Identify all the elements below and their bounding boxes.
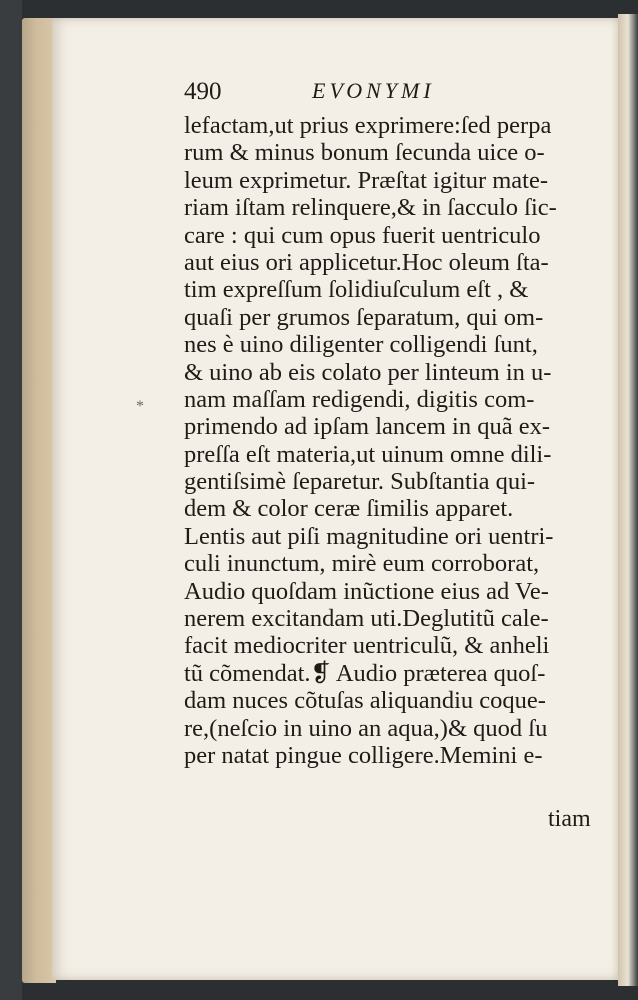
- running-head: EVONYMI: [312, 78, 435, 103]
- text-line: & uino ab eis colato per linteum in u-: [184, 358, 552, 386]
- text-line: tim expreſſum ſolidiuſculum eſt , &: [184, 276, 529, 304]
- text-line: re,(neſcio in uino an aqua,)& quod ſu: [184, 714, 548, 742]
- text-line: riam iſtam relinquere,& in ſacculo ſic-: [184, 194, 557, 222]
- text-line: aut eius ori applicetur.Hoc oleum ſta-: [184, 248, 549, 276]
- margin-mark: *: [136, 398, 144, 415]
- text-line: dem & color ceræ ſimilis apparet.: [184, 495, 514, 523]
- text-line: nerem excitandam uti.Deglutitũ cale-: [184, 605, 549, 633]
- body-text: [184, 112, 598, 769]
- text-line: quaſi per grumos ſeparatum, qui om-: [184, 303, 544, 331]
- book-page-edge-right: [618, 14, 638, 986]
- text-line: culi inunctum, mirè eum corroborat,: [184, 550, 540, 578]
- text-line: preſſa eſt materia,ut uinum omne dili-: [184, 440, 552, 468]
- text-line: facit mediocriter uentriculũ, & anheli: [184, 632, 550, 660]
- text-line: tũ cõmendat.❡ Audio præterea quoſ-: [184, 659, 546, 687]
- text-line: primendo ad ipſam lancem in quã ex-: [184, 413, 551, 441]
- text-line: gentiſsimè ſeparetur. Subſtantia qui-: [184, 468, 536, 496]
- catchword: tiam: [548, 806, 591, 832]
- book-fore-edge-left: [22, 18, 56, 983]
- text-line: rum & minus bonum ſecunda uice o-: [184, 139, 545, 167]
- text-line: per natat pingue colligere.Memini e-: [184, 741, 543, 769]
- page-number: 490: [184, 78, 222, 105]
- text-line: nes è uino diligenter colligendi ſunt,: [184, 331, 538, 359]
- page-header: [184, 78, 584, 110]
- text-line: care : qui cum opus fuerit uentriculo: [184, 221, 541, 249]
- text-line: nam maſſam redigendi, digitis com-: [184, 385, 535, 413]
- text-line: dam nuces cõtuſas aliquandiu coque-: [184, 687, 546, 715]
- text-line: leum exprimetur. Præſtat igitur mate-: [184, 166, 549, 194]
- text-line: lefactam,ut prius exprimere:ſed perpa: [184, 112, 552, 139]
- text-line: Audio quoſdam inũctione eius ad Ve-: [184, 577, 549, 605]
- text-line: Lentis aut piſi magnitudine ori uentri-: [184, 522, 554, 550]
